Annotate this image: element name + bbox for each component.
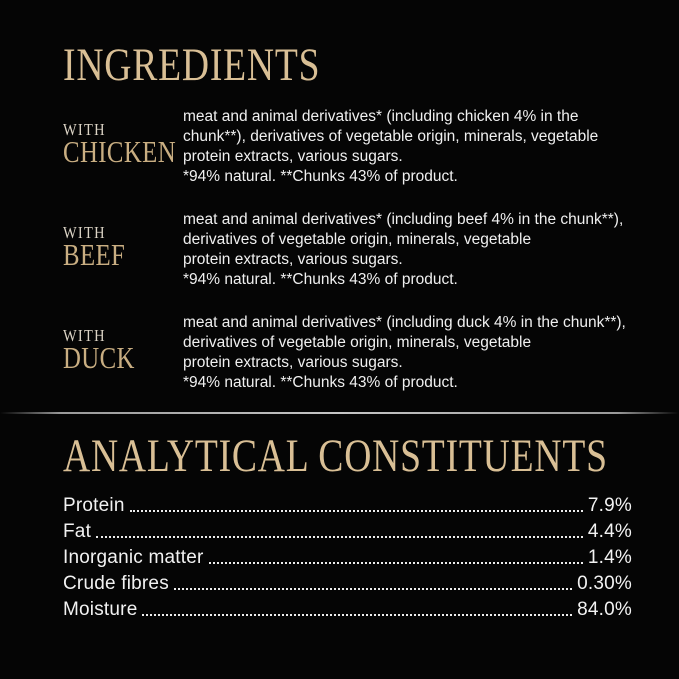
analytical-row-protein: [63, 497, 632, 515]
description-line: protein extracts, various sugars.: [183, 148, 403, 165]
analytical-row-inorganic-matter: [63, 549, 632, 567]
ingredient-prefix: WITH: [63, 223, 106, 242]
section-divider: [0, 412, 679, 414]
description-line: derivatives of vegetable origin, minerals, vegetable: [183, 334, 532, 351]
analytical-row-moisture: [63, 601, 632, 619]
analytical-value: 4.4%: [587, 521, 632, 542]
ingredient-row-chicken: [63, 105, 598, 187]
description-line: chunk**), derivatives of vegetable origin, minerals, vegetable: [183, 128, 599, 145]
description-line: protein extracts, various sugars.: [183, 354, 403, 371]
analytical-label: Protein: [63, 495, 125, 516]
ingredient-label-beef: [63, 208, 183, 272]
ingredient-prefix: WITH: [63, 326, 106, 345]
analytical-label: Inorganic matter: [63, 547, 204, 568]
description-line: meat and animal derivatives* (including beef 4% in the chunk**),: [183, 211, 624, 228]
analytical-value: 1.4%: [587, 547, 632, 568]
ingredient-row-duck: [63, 311, 626, 393]
description-line: meat and animal derivatives* (including duck 4% in the chunk**),: [183, 314, 626, 331]
analytical-label: Fat: [63, 521, 92, 542]
ingredient-name-chicken: CHICKEN: [63, 134, 177, 169]
ingredient-name-beef: BEEF: [63, 237, 126, 272]
ingredient-label-chicken: [63, 105, 183, 169]
ingredient-name-duck: DUCK: [63, 340, 135, 375]
ingredient-description-chicken: [183, 105, 598, 187]
analytical-table: [63, 497, 632, 627]
ingredients-title: INGREDIENTS: [63, 39, 321, 91]
dot-leader: [174, 588, 572, 590]
description-line: derivatives of vegetable origin, minerals, vegetable: [183, 231, 532, 248]
analytical-label: Moisture: [63, 599, 138, 620]
description-footnote: *94% natural. **Chunks 43% of product.: [183, 168, 458, 185]
description-line: protein extracts, various sugars.: [183, 251, 403, 268]
description-footnote: *94% natural. **Chunks 43% of product.: [183, 271, 458, 288]
dot-leader: [130, 510, 583, 512]
analytical-value: 7.9%: [587, 495, 632, 516]
description-footnote: *94% natural. **Chunks 43% of product.: [183, 374, 458, 391]
ingredient-description-beef: [183, 208, 623, 290]
analytical-value: 84.0%: [577, 599, 632, 620]
ingredient-prefix: WITH: [63, 120, 106, 139]
ingredient-label-duck: [63, 311, 183, 375]
ingredient-row-beef: [63, 208, 623, 290]
analytical-label: Crude fibres: [63, 573, 169, 594]
analytical-row-fat: [63, 523, 632, 541]
analytical-value: 0.30%: [577, 573, 632, 594]
dot-leader: [142, 614, 572, 616]
description-line: meat and animal derivatives* (including chicken 4% in the: [183, 108, 579, 125]
dot-leader: [209, 562, 583, 564]
analytical-row-crude-fibres: [63, 575, 632, 593]
ingredient-description-duck: [183, 311, 626, 393]
dot-leader: [96, 536, 583, 538]
analytical-constituents-title: ANALYTICAL CONSTITUENTS: [63, 430, 608, 482]
